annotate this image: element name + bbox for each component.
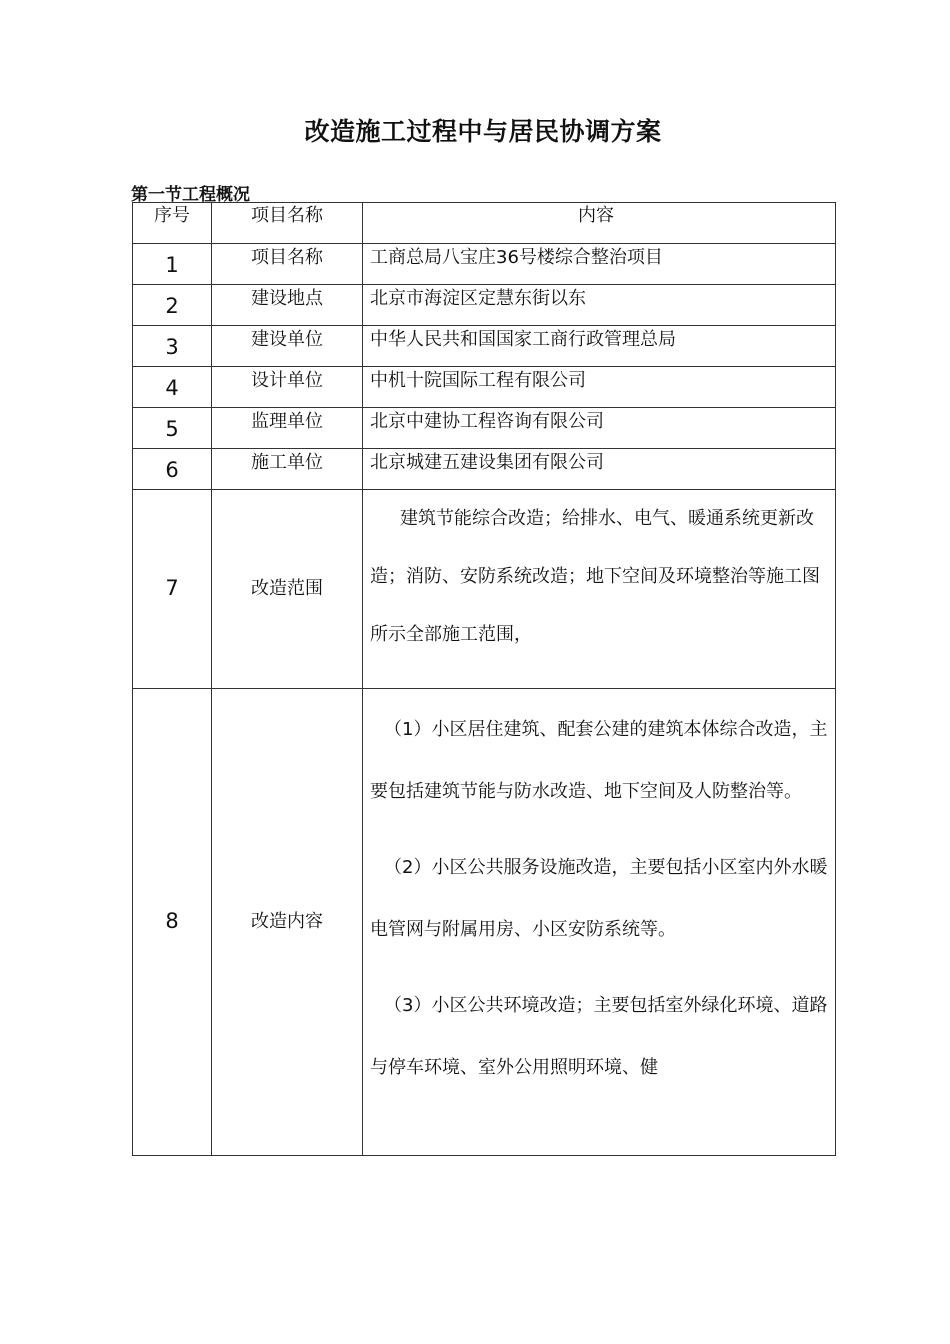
row-name: 监理单位 xyxy=(212,408,363,449)
row-name: 施工单位 xyxy=(212,449,363,490)
row-name: 项目名称 xyxy=(212,244,363,285)
header-name: 项目名称 xyxy=(212,203,363,244)
table-row xyxy=(133,367,836,408)
row-name: 建设地点 xyxy=(212,285,363,326)
row-name: 设计单位 xyxy=(212,367,363,408)
row-content: 中华人民共和国国家工商行政管理总局 xyxy=(363,326,836,367)
row-content: 中机十院国际工程有限公司 xyxy=(363,367,836,408)
project-overview-table xyxy=(132,202,836,1156)
row-name: 改造范围 xyxy=(212,490,363,689)
row-name: 建设单位 xyxy=(212,326,363,367)
table-row xyxy=(133,689,836,1156)
row-no: 6 xyxy=(133,449,212,490)
table-header-row xyxy=(133,203,836,244)
table-row xyxy=(133,244,836,285)
header-content: 内容 xyxy=(363,203,836,244)
row-content xyxy=(363,689,836,1156)
row-content: 北京城建五建设集团有限公司 xyxy=(363,449,836,490)
row-no: 4 xyxy=(133,367,212,408)
scope-text: 建筑节能综合改造；给排水、电气、暖通系统更新改造；消防、安防系统改造；地下空间及环境整治等施工图所示全部施工范围， xyxy=(370,508,820,645)
table-row xyxy=(133,285,836,326)
row-content xyxy=(363,490,836,689)
row-no: 1 xyxy=(133,244,212,285)
section-heading: 第一节工程概况 xyxy=(131,185,250,205)
table-row xyxy=(133,449,836,490)
header-no: 序号 xyxy=(133,203,212,244)
row-no: 2 xyxy=(133,285,212,326)
row-no: 3 xyxy=(133,326,212,367)
table-row xyxy=(133,326,836,367)
document-title: 改造施工过程中与居民协调方案 xyxy=(304,117,662,146)
table-row xyxy=(133,408,836,449)
content-paragraph: （1）小区居住建筑、配套公建的建筑本体综合改造，主要包括建筑节能与防水改造、地下空间及人防整治等。 xyxy=(370,719,828,802)
row-no: 5 xyxy=(133,408,212,449)
row-no: 7 xyxy=(133,490,212,689)
table-row xyxy=(133,490,836,689)
content-paragraph: （3）小区公共环境改造；主要包括室外绿化环境、道路与停车环境、室外公用照明环境、健 xyxy=(370,995,828,1078)
row-content: 北京市海淀区定慧东街以东 xyxy=(363,285,836,326)
row-content: 北京中建协工程咨询有限公司 xyxy=(363,408,836,449)
row-content: 工商总局八宝庄36号楼综合整治项目 xyxy=(363,244,836,285)
row-no: 8 xyxy=(133,689,212,1156)
content-paragraph: （2）小区公共服务设施改造，主要包括小区室内外水暖电管网与附属用房、小区安防系统等。 xyxy=(370,857,828,940)
row-name: 改造内容 xyxy=(212,689,363,1156)
